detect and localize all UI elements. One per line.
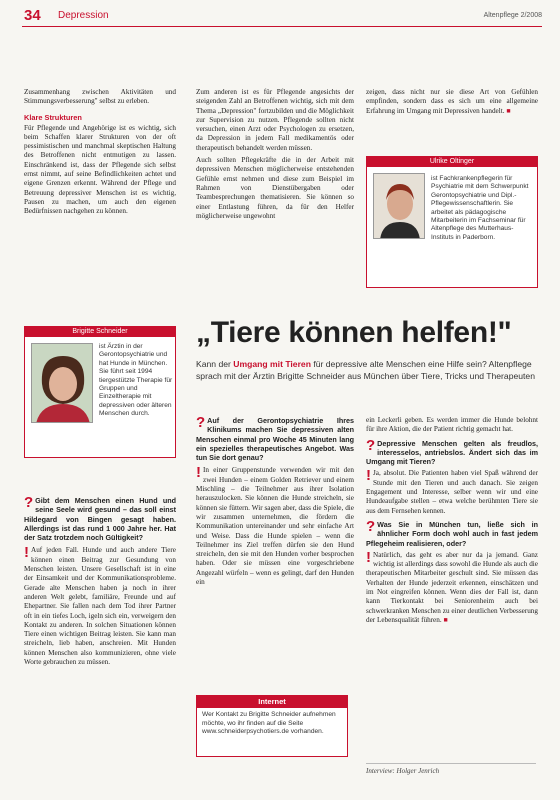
middle-paragraph-1: Zum anderen ist es für Pflegende angesichts der steigenden Zahl an Betroffenen wichtig, sich mit dem Thema „Depression" fortzubilden und die Möglichkeit zur Supervision zu nutzen. Pflegende sollten nicht versuchen, einen Arzt oder Psychologen zu ersetzen, da Depression in jedem Fall medikamentös oder therapeutisch behandelt werden müssen. bbox=[196, 88, 354, 152]
answer-mark-icon: ! bbox=[24, 544, 29, 562]
question-4: Was Sie in München tun, ließe sich in ähnlicher Form doch wohl auch in fast jedem Pflegeheim realisieren, oder? bbox=[366, 519, 538, 548]
subheading: Klare Strukturen bbox=[24, 112, 82, 122]
right-paragraph: zeigen, dass nicht nur sie diese Art von Gefühlen empfinden, sondern dass es sich um eine allgemeine Erfahrung im Umgang mit Depressiven handelt. bbox=[366, 88, 538, 115]
answer-mark-icon: ! bbox=[196, 464, 201, 482]
interview-credit: Interview: Holger Jenrich bbox=[366, 763, 536, 775]
lead-highlight: Umgang mit Tieren bbox=[233, 359, 311, 369]
intro-paragraph: Zusammenhang zwischen Aktivitäten und Stimmungsverbesserung" selbst zu erleben. bbox=[24, 88, 176, 106]
interview-left-column bbox=[24, 492, 176, 762]
bio-text: ist Fachkrankenpflegerin für Psychiatrie mit dem Schwerpunkt Gerontopsychiatrie und Dipl.-Pflegewissenschaftlerin. Sie arbeitet als pädagogische Mitarbeiterin im Fachseminar für Altenpflege des Mutterhaus-Instituts in Paderborn. bbox=[431, 175, 529, 241]
issue-label: Altenpflege 2/2008 bbox=[483, 12, 542, 19]
answer-mark-icon: ! bbox=[366, 548, 371, 566]
bio-title: Ulrike Oltinger bbox=[367, 157, 537, 167]
interview-middle-column bbox=[196, 416, 354, 688]
end-mark-icon: ■ bbox=[506, 106, 511, 115]
bio-text: ist Ärztin in der Gerontopsychiatrie und hat Hunde in München. Sie führt seit 1994 tiergestützte Therapie für Gruppen und Einzeltherapie mit depressiven oder älteren Menschen durch. bbox=[99, 343, 173, 418]
top-middle-column bbox=[196, 88, 354, 288]
question-2: Auf der Gerontopsychiatrie Ihres Klinikums machen Sie depressiven alten Menschen einmal pro Woche 45 Minuten lang ein spezielles therapeutisches Angebot. Was tun Sie dort genau? bbox=[196, 416, 354, 463]
answer-3: Ja, absolut. Die Patienten haben viel Spaß während der Stunde mit den Tieren und auch danach. Sie zeigen Engagement und Interesse, selber wenn wir und eine Hundeaufgabe stellen – etwa welche berühmten Tiere sie aus dem Fernsehen kennen. bbox=[366, 469, 538, 515]
question-1: Gibt dem Menschen einen Hund und seine Seele wird gesund – das soll einst Hildegard von Bingen gesagt haben. Allerdings ist das rund 1 000 Jahre her. Hat der Satz trotzdem noch Gültigkeit? bbox=[24, 496, 176, 543]
answer-1: Auf jeden Fall. Hunde und auch andere Tiere können einen Beitrag zur Gesundung von Menschen leisten. Unsere Gesellschaft ist in eine der Einsamkeit und der Kommunikationsprobleme. Gerade alte Menschen haben ja noch in ihrer anderen Welt gelebt, familiäre, Freunde und auf Ehepartner. Sie fallen nach dem Tod ihrer Partner oft in ein tiefes Loch, igeln sich ein, verweigern den Kontakt zu anderen. In solchen Situationen können Tiere einen wichtigen Beitrag leisten. Sie kann man streicheln, lieb haben, anschreien. Mit Hunden können Menschen also kommunizieren, ohne viele Worte gebrauchen zu müssen. bbox=[24, 546, 176, 667]
internet-box-title: Internet bbox=[197, 696, 347, 708]
answer-2: In einer Gruppenstunde verwenden wir mit den zwei Hunden – einem Golden Retriever und einem Mischling – die Teilnehmer aus ihrer Isolation herauszulocken. Sie können die Hunde streicheln, sie können sie füttern. Wir sagen aber, dass die Spiele, die wir zusammen unternehmen, die fördern die Kommunikation untereinander und sehr einfache Art und Weise. Dass die Hunde spielen – wenn die Teilnehmer ins Ziel treffen dürfen sie den Hund streicheln, den sie mit den Hunden vorher besprochen haben. Oder sie müssen eine vorgeschriebene Angezahl würfeln – wenn es gelingt, darf den Hunden ein bbox=[196, 466, 354, 587]
portrait-photo bbox=[31, 343, 93, 423]
bio-box-oltinger bbox=[366, 156, 538, 288]
question-3: Depressive Menschen gelten als freudlos, interesselos, antriebslos. Ändert sich das im Umgang mit Tieren? bbox=[366, 438, 538, 467]
question-mark-icon: ? bbox=[366, 517, 376, 535]
question-mark-icon: ? bbox=[24, 494, 34, 511]
bio-box-schneider bbox=[24, 326, 176, 458]
interview-right-column bbox=[366, 416, 538, 756]
bio-title: Brigitte Schneider bbox=[25, 327, 175, 337]
question-mark-icon: ? bbox=[366, 436, 376, 454]
article-headline: „Tiere können helfen!" bbox=[196, 316, 512, 349]
question-mark-icon: ? bbox=[196, 416, 206, 431]
page-number: 34 bbox=[24, 7, 41, 24]
end-mark-icon: ■ bbox=[443, 615, 448, 624]
internet-box-text: Wer Kontakt zu Brigitte Schneider aufnehmen möchte, wo ihr finden auf die Seite www.schneiderpsychotiers.de vorhanden. bbox=[202, 711, 336, 736]
section-title: Depression bbox=[58, 10, 109, 21]
internet-box bbox=[196, 695, 348, 757]
article-lead: Kann der Umgang mit Tieren für depressive alte Menschen eine Hilfe sein? Altenpflege sprach mit der Ärztin Brigitte Schneider aus München über Tiere, Tricks und Therapeuten bbox=[196, 359, 535, 381]
top-left-column bbox=[24, 88, 176, 288]
middle-paragraph-2: Auch sollten Pflegekräfte die in der Arbeit mit depressiven Menschen möglicherweise entstehenden Gefühle ernst nehmen und diese zum Beispiel im Rahmen von Dienstübergaben oder Teambesprechungen thematisieren. Sie können so einer Entlastung führen, da für den Helfer möglicherweise ungewohnt bbox=[196, 156, 354, 220]
portrait-photo bbox=[373, 173, 425, 239]
body-paragraph: Für Pflegende und Angehörige ist es wichtig, sich beim Schaffen klarer Strukturen von der oft pessimistischen und manchmal skeptischen Haltung des Betroffenen nicht entmutigen zu lassen. Einschränkend ist, dass der Pflegende sich selbst ernst nimmt, auf seine Befindlichkeiten achtet und eigene Grenzen erkennt. Während der Pflege und Betreuung depressiver Menschen ist es wichtig, Pausen zu machen, um auch den eigenen Bedürfnissen nachgehen zu können. bbox=[24, 123, 176, 216]
answer-4: Natürlich, das geht es aber nur da ja jemand. Ganz wichtig ist allerdings dass sowohl die Hunde als auch die therapeutischen Mitarbeiter geschult sind. Sie müssen das Verhalten der Hunde jederzeit erkennen, einschätzen und im Not eingreifen können. Wenn dies der Fall ist, dann kann Tierkontakt bei Seniorenheim auch bei schwerkranken Menschen zu einer deutlichen Verbesserung der Lebensqualität führen. bbox=[366, 550, 538, 624]
top-right-column bbox=[366, 88, 538, 138]
answer-2-continued: ein Leckerli geben. Es werden immer die Hunde belohnt für ihre Aktion, die der Patient richtig gemacht hat. bbox=[366, 416, 538, 434]
header-rule bbox=[22, 26, 542, 27]
answer-mark-icon: ! bbox=[366, 467, 371, 485]
page-header bbox=[0, 0, 560, 28]
